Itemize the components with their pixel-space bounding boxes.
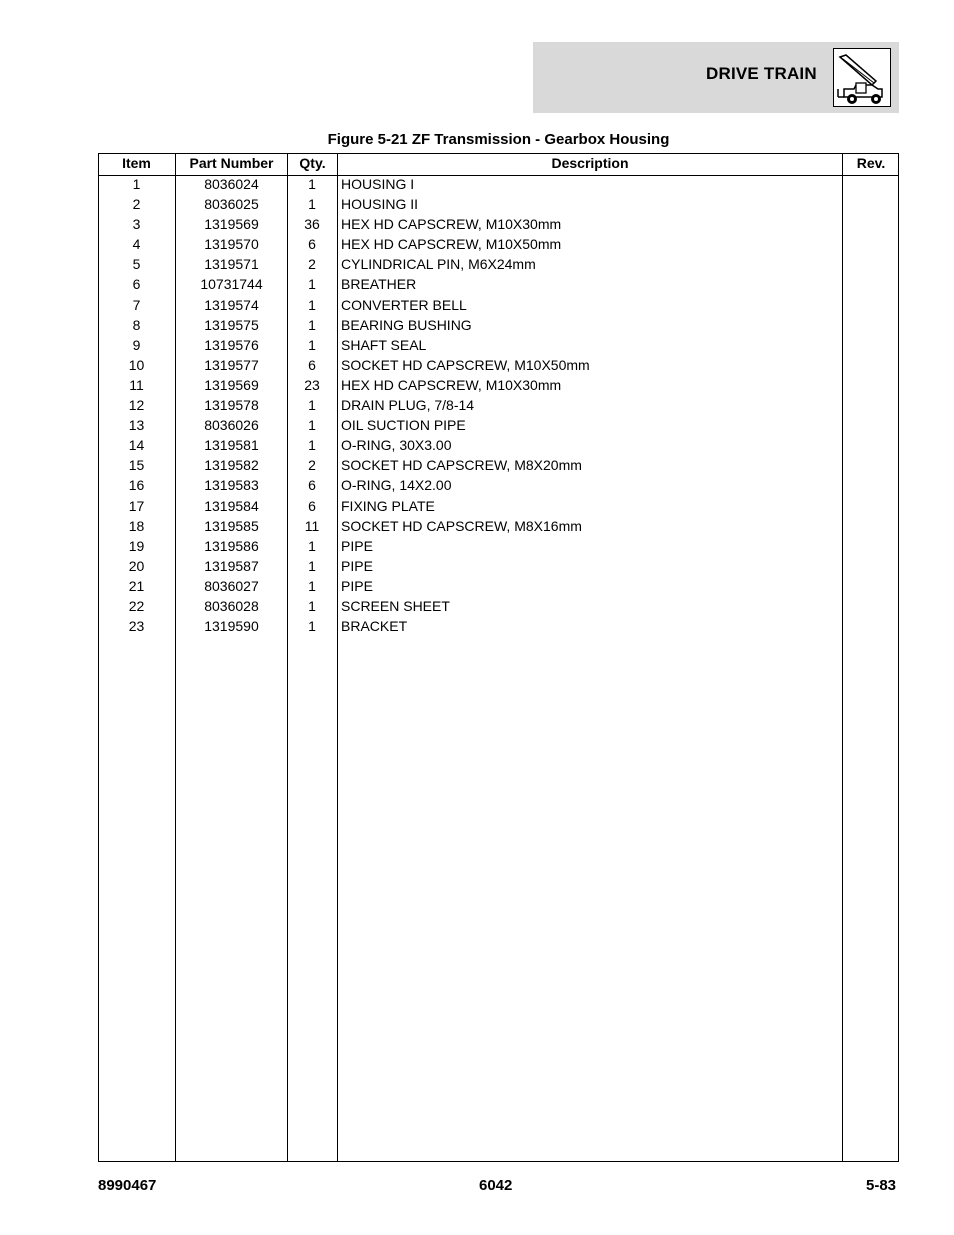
footer-page-number: 5-83	[866, 1177, 897, 1194]
item-cell: 3	[132, 216, 141, 233]
qty-cell: 23	[304, 376, 320, 393]
qty-cell: 1	[308, 296, 316, 313]
table-row	[98, 256, 899, 276]
description-cell: OIL SUCTION PIPE	[341, 417, 466, 434]
description-cell: CONVERTER BELL	[341, 296, 467, 313]
description-cell: SOCKET HD CAPSCREW, M10X50mm	[341, 356, 590, 373]
qty-cell: 1	[308, 437, 316, 454]
description-cell: CYLINDRICAL PIN, M6X24mm	[341, 256, 536, 273]
table-row	[98, 196, 899, 216]
part-number-cell: 1319590	[204, 618, 259, 635]
qty-cell: 6	[308, 236, 316, 253]
item-cell: 16	[128, 477, 145, 494]
part-number-cell: 8036025	[204, 196, 259, 213]
table-row	[98, 578, 899, 598]
part-number-cell: 1319584	[204, 497, 259, 514]
part-number-cell: 1319571	[204, 256, 259, 273]
table-row	[98, 417, 899, 437]
description-cell: SHAFT SEAL	[341, 336, 427, 353]
description-cell: HEX HD CAPSCREW, M10X50mm	[341, 236, 562, 253]
forklift-icon	[833, 48, 891, 107]
part-number-cell: 1319587	[204, 557, 259, 574]
item-cell: 20	[128, 557, 145, 574]
table-row	[98, 538, 899, 558]
qty-cell: 1	[308, 618, 316, 635]
description-cell: DRAIN PLUG, 7/8-14	[341, 397, 475, 414]
item-cell: 1	[132, 176, 141, 192]
qty-cell: 6	[308, 356, 316, 373]
part-number-cell: 1319582	[204, 457, 259, 474]
table-row	[98, 357, 899, 377]
table-row	[98, 216, 899, 236]
footer-model: 6042	[479, 1177, 513, 1194]
item-cell: 17	[128, 497, 145, 514]
item-cell: 10	[128, 356, 145, 373]
qty-cell: 1	[308, 316, 316, 333]
item-cell: 15	[128, 457, 145, 474]
table-row	[98, 518, 899, 538]
table-row	[98, 276, 899, 296]
item-cell: 9	[132, 336, 141, 353]
table-row	[98, 498, 899, 518]
part-number-cell: 8036028	[204, 597, 259, 614]
part-number-cell: 1319586	[204, 537, 259, 554]
part-number-cell: 8036026	[204, 417, 259, 434]
item-cell: 23	[128, 618, 145, 635]
qty-cell: 1	[308, 537, 316, 554]
description-cell: PIPE	[341, 557, 373, 574]
part-number-cell: 1319583	[204, 477, 259, 494]
column-header-description: Description	[551, 155, 629, 171]
description-cell: SOCKET HD CAPSCREW, M8X16mm	[341, 517, 582, 534]
description-cell: HOUSING II	[341, 196, 419, 213]
item-cell: 4	[132, 236, 141, 253]
item-cell: 6	[132, 276, 141, 293]
column-header-item: Item	[122, 155, 151, 171]
part-number-cell: 1319570	[204, 236, 259, 253]
item-cell: 14	[128, 437, 145, 454]
table-row	[98, 437, 899, 457]
table-row	[98, 236, 899, 256]
qty-cell: 1	[308, 336, 316, 353]
description-cell: BRACKET	[341, 618, 408, 635]
table-row	[98, 297, 899, 317]
table-row	[98, 618, 899, 638]
footer-document-number: 8990467	[98, 1177, 157, 1194]
item-cell: 22	[128, 597, 145, 614]
qty-cell: 1	[308, 597, 316, 614]
qty-cell: 6	[308, 477, 316, 494]
table-row	[98, 477, 899, 497]
table-row	[98, 558, 899, 578]
item-cell: 13	[128, 417, 145, 434]
description-cell: FIXING PLATE	[341, 497, 435, 514]
column-header-qty: Qty.	[299, 155, 326, 171]
qty-cell: 1	[308, 176, 316, 192]
description-cell: BREATHER	[341, 276, 417, 293]
part-number-cell: 1319581	[204, 437, 259, 454]
description-cell: PIPE	[341, 577, 373, 594]
item-cell: 5	[132, 256, 141, 273]
item-cell: 7	[132, 296, 141, 313]
qty-cell: 36	[304, 216, 320, 233]
item-cell: 2	[132, 196, 141, 213]
qty-cell: 1	[308, 397, 316, 414]
description-cell: HEX HD CAPSCREW, M10X30mm	[341, 376, 562, 393]
item-cell: 8	[132, 316, 141, 333]
part-number-cell: 8036027	[204, 577, 259, 594]
figure-title: Figure 5-21 ZF Transmission - Gearbox Housing	[327, 131, 670, 148]
qty-cell: 1	[308, 276, 316, 293]
table-row	[98, 397, 899, 417]
table-row	[98, 317, 899, 337]
qty-cell: 2	[308, 256, 316, 273]
description-cell: BEARING BUSHING	[341, 316, 472, 333]
item-cell: 18	[128, 517, 145, 534]
item-cell: 11	[129, 376, 144, 393]
description-cell: PIPE	[341, 537, 373, 554]
qty-cell: 6	[308, 497, 316, 514]
section-title: DRIVE TRAIN	[706, 64, 817, 83]
table-row	[98, 377, 899, 397]
qty-cell: 1	[308, 196, 316, 213]
qty-cell: 1	[308, 417, 316, 434]
part-number-cell: 10731744	[200, 276, 263, 293]
table-row	[98, 598, 899, 618]
table-row	[98, 176, 899, 196]
description-cell: O-RING, 14X2.00	[341, 477, 452, 494]
table-row	[98, 337, 899, 357]
item-cell: 19	[128, 537, 145, 554]
description-cell: HOUSING I	[341, 176, 415, 192]
part-number-cell: 8036024	[204, 176, 259, 192]
part-number-cell: 1319578	[204, 397, 259, 414]
item-cell: 12	[128, 397, 145, 414]
qty-cell: 1	[308, 557, 316, 574]
part-number-cell: 1319576	[204, 336, 259, 353]
qty-cell: 11	[304, 517, 320, 534]
qty-cell: 2	[308, 457, 316, 474]
part-number-cell: 1319585	[204, 517, 259, 534]
part-number-cell: 1319569	[204, 376, 259, 393]
description-cell: SOCKET HD CAPSCREW, M8X20mm	[341, 457, 582, 474]
qty-cell: 1	[308, 577, 316, 594]
description-cell: HEX HD CAPSCREW, M10X30mm	[341, 216, 562, 233]
table-body	[98, 176, 899, 638]
column-header-rev: Rev.	[856, 155, 886, 171]
table-row	[98, 457, 899, 477]
item-cell: 21	[128, 577, 145, 594]
part-number-cell: 1319575	[204, 316, 259, 333]
description-cell: O-RING, 30X3.00	[341, 437, 452, 454]
part-number-cell: 1319577	[204, 356, 259, 373]
description-cell: SCREEN SHEET	[341, 597, 450, 614]
part-number-cell: 1319569	[204, 216, 259, 233]
column-header-part-number: Part Number	[189, 155, 274, 171]
part-number-cell: 1319574	[204, 296, 259, 313]
